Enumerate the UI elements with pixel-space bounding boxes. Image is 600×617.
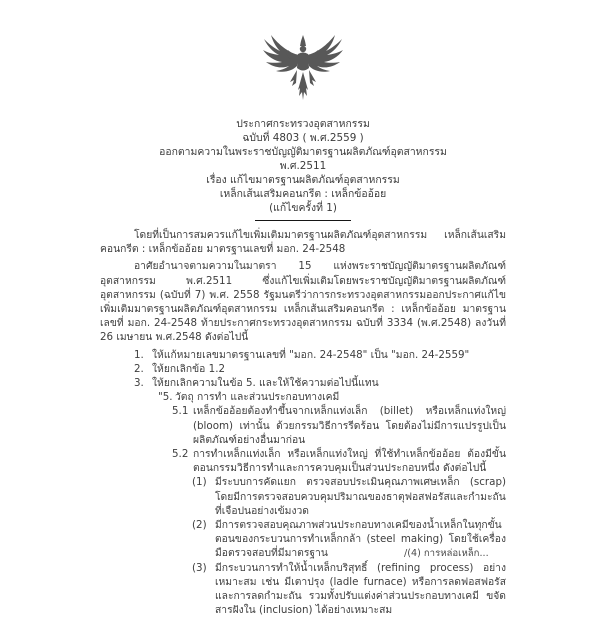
amendment-item-1 xyxy=(134,348,506,362)
amendment-item-3-number: 3. xyxy=(134,377,144,390)
clause-5-1 xyxy=(172,404,506,447)
clause-5-2-point-3 xyxy=(192,561,506,617)
document-header xyxy=(100,117,506,215)
point-3-text: มีกระบวนการทำให้น้ำเหล็กบริสุทธิ์ (refining process) อย่างเหมาะสม เช่น มีเตาปรุง (ladle furnace) หรือการลดฟอสฟอรัส และการลดกำมะถัน รวมทั้งปรับแต่งค่าส่วนประกอบทางเคมี ขจัดสารฝังใน (inclusion) ได้อย่างเหมาะสม xyxy=(215,561,506,617)
clause-5-title: วัตถุ การทำ และส่วนประกอบทางเคมี xyxy=(175,391,340,404)
header-act-line: ออกตามความในพระราชบัญญัติมาตรฐานผลิตภัณฑ์อุตสาหกรรม xyxy=(159,146,447,158)
amendment-item-2 xyxy=(134,362,506,376)
header-amendment-number: (แก้ไขครั้งที่ 1) xyxy=(269,202,337,214)
garuda-emblem-icon xyxy=(100,34,506,114)
header-issue-number: ฉบับที่ 4803 ( พ.ศ.2559 ) xyxy=(242,132,364,144)
clause-5-heading xyxy=(158,390,506,404)
clause-5-2-point-1 xyxy=(192,475,506,518)
header-ministry-line: ประกาศกระทรวงอุตสาหกรรม xyxy=(236,118,370,130)
document-content xyxy=(100,34,506,617)
point-3-number: (3) xyxy=(192,561,207,574)
garuda-emblem-svg xyxy=(262,34,344,112)
clause-5-1-text: เหล็กข้ออ้อยต้องทำขึ้นจากเหล็กแท่งเล็ก (billet) หรือเหล็กแท่งใหญ่ (bloom) เท่านั้น ด้วยกรรมวิธีการรีดร้อน โดยต้องไม่มีการแปรรูปเป็นผลิตภัณฑ์อย่างอื่นมาก่อน xyxy=(193,405,506,446)
clause-5-2-number: 5.2 xyxy=(172,448,189,461)
header-divider-rule xyxy=(255,220,351,221)
amendment-item-3 xyxy=(134,376,506,390)
clause-5-2-text: การทำเหล็กแท่งเล็ก หรือเหล็กแท่งใหญ่ ที่ใช้ทำเหล็กข้ออ้อย ต้องมีขั้นตอนกรรมวิธีการทำและการควบคุมเป็นส่วนประกอบหนึ่ง ดังต่อไปนี้ xyxy=(193,448,506,475)
amendment-item-2-text: ให้ยกเลิกข้อ 1.2 xyxy=(152,362,226,375)
point-1-number: (1) xyxy=(192,476,207,489)
paragraph-preamble: โดยที่เป็นการสมควรแก้ไขเพิ่มเติมมาตรฐานผลิตภัณฑ์อุตสาหกรรม เหล็กเส้นเสริมคอนกรีต : เหล็กข้ออ้อย มาตรฐานเลขที่ มอก. 24-2548 xyxy=(100,229,506,256)
amendment-item-1-text: ให้แก้หมายเลขมาตรฐานเลขที่ "มอก. 24-2548" เป็น "มอก. 24-2559" xyxy=(152,348,470,361)
clause-5-number: "5. xyxy=(158,391,173,404)
header-standard-name: เหล็กเส้นเสริมคอนกรีต : เหล็กข้ออ้อย xyxy=(219,188,387,200)
amendment-item-3-text: ให้ยกเลิกความในข้อ 5. และให้ใช้ความต่อไปนี้แทน xyxy=(152,377,379,390)
paragraph-authority: อาศัยอำนาจตามความในมาตรา 15 แห่งพระราชบัญญัติมาตรฐานผลิตภัณฑ์อุตสาหกรรม พ.ศ.2511 ซึ่งแก้ไขเพิ่มเติมโดยพระราชบัญญัติมาตรฐานผลิตภัณฑ์อุตสาหกรรม (ฉบับที่ 7) พ.ศ. 2558 รัฐมนตรีว่าการกระทรวงอุตสาหกรรมออกประกาศแก้ไขเพิ่มเติมมาตรฐานผลิตภัณฑ์อุตสาหกรรม เหล็กเส้นเสริมคอนกรีต : เหล็กข้ออ้อย มาตรฐานเลขที่ มอก. 24-2548 ท้ายประกาศกระทรวงอุตสาหกรรม ฉบับที่ 3334 (พ.ศ.2548) ลงวันที่ 26 เมษายน พ.ศ.2548 ดังต่อไปนี้ xyxy=(100,260,506,344)
point-1-text: มีระบบการคัดแยก ตรวจสอบประเมินคุณภาพเศษเหล็ก (scrap) โดยมีการตรวจสอบควบคุมปริมาณของธาตุฟอสฟอรัสและกำมะถันที่เจือปนอย่างเข้มงวด xyxy=(215,476,506,517)
page-catchword: /(4) การหล่อเหล็ก... xyxy=(404,548,489,559)
amendment-item-1-number: 1. xyxy=(134,348,144,361)
amendment-item-2-number: 2. xyxy=(134,362,144,375)
point-2-number: (2) xyxy=(192,519,207,532)
point-2-text: มีการตรวจสอบคุณภาพส่วนประกอบทางเคมีของน้ำเหล็กในทุกขั้นตอนของกระบวนการทำเหล็กกล้า (steel making) โดยใช้เครื่องมือตรวจสอบที่มีมาตรฐาน xyxy=(215,519,506,560)
clause-5-2 xyxy=(172,447,506,475)
header-subject-line: เรื่อง แก้ไขมาตรฐานผลิตภัณฑ์อุตสาหกรรม xyxy=(206,174,400,186)
clause-5-1-number: 5.1 xyxy=(172,405,189,418)
header-act-year: พ.ศ.2511 xyxy=(279,160,327,172)
